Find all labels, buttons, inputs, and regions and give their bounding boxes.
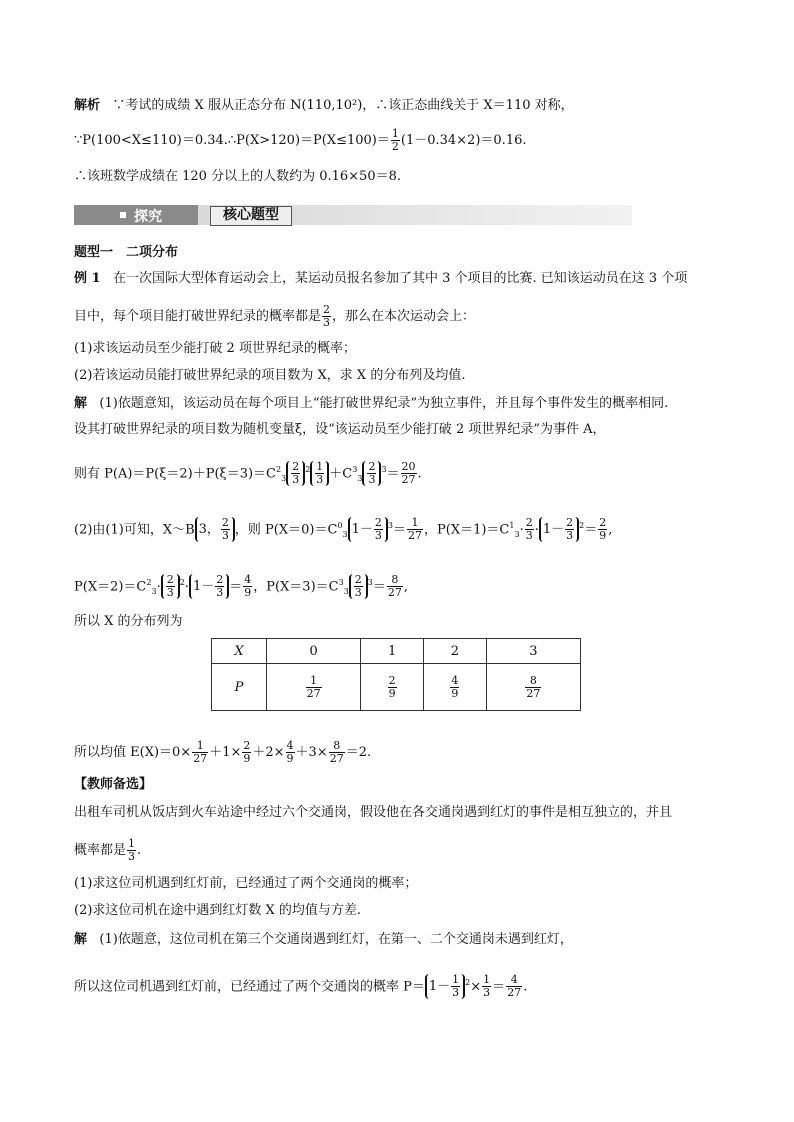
- square-icon: [120, 212, 126, 218]
- mean-text-a: 所以均值 E(X)＝0×: [74, 745, 192, 760]
- teacher-text-2a: 概率都是: [74, 843, 127, 858]
- fraction: $\frac{2}{3}$: [221, 516, 229, 543]
- table-cell: 2: [423, 639, 486, 664]
- table-cell: 3: [486, 639, 580, 664]
- table-cell: P: [212, 664, 267, 711]
- table-cell: [267, 664, 361, 711]
- fraction: $\frac{2}{3}$: [323, 303, 331, 329]
- solution-line-4: (2)由(1)可知，X～B 3， $\frac{2}{3}$ ，则 $P(X=0)=C^0_3$ 1－ $\frac{2}{3}$ $^3$＝ $\frac{1}{27}$ ，$P(X=1)=C^1_3\cdot$ $\frac{2}{3}$ · 1－ $\frac{2}{3}$ $^2$＝ $\frac{2}{9}$ ,: [74, 516, 613, 543]
- teacher-question-2: (2)求这位司机在途中遇到红灯数 X 的均值与方差.: [74, 903, 362, 918]
- mean-text-end: ＝2.: [345, 745, 372, 760]
- analysis-text-1: ∵考试的成绩 X 服从正态分布 N(110,10²)，∴该正态曲线关于 X＝110 对称，: [112, 98, 574, 113]
- fraction: $\frac{8}{27}$: [329, 739, 344, 765]
- table-row: [212, 639, 581, 664]
- solution-text-1: (1)依题意知，该运动员在每个项目上“能打破世界纪录”为独立事件，并且每个事件发生的概率相同.: [99, 396, 669, 411]
- fraction: $\frac{1}{27}$: [408, 516, 422, 543]
- fraction: $\frac{1}{2}$: [391, 127, 399, 153]
- fraction: $\frac{2}{3}$: [374, 516, 382, 543]
- example-label: 例 1: [74, 271, 101, 286]
- section-title: 题型一 二项分布: [74, 245, 179, 260]
- fraction: $\frac{2}{3}$: [566, 516, 574, 543]
- denominator: 27: [306, 686, 321, 700]
- bracket: [362, 461, 381, 486]
- analysis-line-3: ∴该班数学成绩在 120 分以上的人数约为 0.16×50＝8.: [74, 169, 401, 184]
- table-row: [212, 664, 581, 711]
- example-question-1: (1)求该运动员至少能打破 2 项世界纪录的概率；: [74, 341, 356, 356]
- solution-line-3: 则有 $P(A)=P(\xi=2)+P(\xi=3)=C^2_3$ $\frac{2}{3}$ $^2$ $\frac{1}{3}$ $+C^3_3$ $\frac{2}{3}$ $^3$＝ $\frac{20}{27}$ .: [74, 460, 422, 487]
- teacher-solution-text-1: (1)依题意，这位司机在第三个交通岗遇到红灯，在第一、二个交通岗未遇到红灯，: [99, 932, 573, 947]
- bracket: 3， $\frac{2}{3}$: [195, 517, 235, 542]
- bracket: [349, 574, 368, 599]
- fraction: $\frac{2}{3}$: [166, 573, 174, 600]
- fraction: $\frac{2}{3}$: [292, 460, 300, 487]
- denominator: 9: [388, 686, 396, 700]
- numerator: 1: [306, 675, 322, 688]
- teacher-solution-line-1: [74, 930, 573, 950]
- analysis-label: 解析: [74, 98, 101, 113]
- table-cell: 0: [267, 639, 361, 664]
- solution-text-5b: ，P(X＝3)＝C: [253, 579, 339, 595]
- solution-label: 解: [74, 396, 88, 411]
- solution-text-3a: 则有 P(A)＝P(ξ＝2)＋P(ξ＝3)＝C: [74, 466, 277, 482]
- solution-line-2: 设其打破世界纪录的项目数为随机变量ξ，设“该运动员至少能打破 2 项世界纪录”为事件 A，: [74, 422, 606, 437]
- mean-line: 所以均值 E(X)＝0× $\frac{1}{27}$ ＋1× $\frac{2}{9}$ ＋2× $\frac{4}{9}$ ＋3× $\frac{8}{27}$ ＝2.: [74, 739, 372, 765]
- table-cell: [361, 664, 424, 711]
- fraction: $\frac{2}{3}$: [216, 573, 224, 600]
- bracket: 1－ $\frac{1}{3}$: [425, 974, 465, 999]
- example-line-1: [74, 269, 687, 289]
- fraction: $\frac{4}{27}$: [507, 973, 522, 1000]
- teacher-question-1: (1)求这位司机遇到红灯前，已经通过了两个交通岗的概率；: [74, 876, 418, 891]
- example-text-2a: 目中，每个项目能打破世界纪录的概率都是: [74, 309, 322, 324]
- fraction: $\frac{4}{9}$: [286, 739, 294, 765]
- fraction: $\frac{2}{3}$: [368, 460, 376, 487]
- fraction: $\frac{1}{3}$: [128, 837, 136, 863]
- teacher-line-2: [74, 838, 141, 863]
- analysis-line-2: [74, 128, 527, 153]
- banner-left-label: 探究: [134, 209, 162, 225]
- table-cell: [423, 664, 486, 711]
- teacher-text-2b: .: [137, 843, 142, 858]
- table-cell: X: [212, 639, 267, 664]
- solution-line-1: [74, 394, 668, 414]
- denominator: 9: [451, 686, 459, 700]
- teacher-label: 【教师备选】: [74, 777, 153, 792]
- analysis-line-1: [74, 96, 574, 116]
- analysis-text-2b: (1－0.34×2)＝0.16.: [400, 133, 527, 148]
- example-question-2: (2)若该运动员能打破世界纪录的项目数为 X，求 X 的分布列及均值.: [74, 368, 466, 383]
- fraction: $\frac{2}{3}$: [354, 573, 362, 600]
- numerator: 2: [388, 673, 396, 687]
- bracket: [161, 574, 180, 599]
- numerator: 8: [525, 675, 541, 688]
- teacher-line-1: 出租车司机从饭店到火车站途中经过六个交通岗，假设他在各交通岗遇到红灯的事件是相互独立的，并且: [74, 805, 673, 820]
- fraction: $\frac{8}{27}$: [387, 573, 402, 600]
- banner-right-label: 核心题型: [210, 206, 292, 226]
- solution-text-4d: ，P(X＝1)＝C: [424, 522, 510, 538]
- solution-text-4b: ，则 P(X＝0)＝C: [234, 522, 338, 538]
- table-cell: [486, 664, 580, 711]
- bracket: [286, 461, 305, 486]
- section-banner: [74, 205, 632, 225]
- teacher-solution-text-2a: 所以这位司机遇到红灯前，已经通过了两个交通岗的概率 P＝: [74, 979, 425, 995]
- solution-line-6: 所以 X 的分布列为: [74, 614, 183, 629]
- bracket: 1－ $\frac{2}{3}$: [189, 574, 229, 599]
- bracket: 1－ $\frac{2}{3}$: [539, 517, 579, 542]
- example-line-2: [74, 304, 475, 329]
- bracket: [310, 461, 329, 486]
- example-text-1: 在一次国际大型体育运动会上，某运动员报名参加了其中 3 个项目的比赛. 已知该运动员在这 3 个项: [112, 271, 688, 286]
- fraction: $\frac{2}{9}$: [599, 516, 607, 543]
- solution-line-5: $P(X=2)=C^2_3\cdot$ $\frac{2}{3}$ $^2$· 1－ $\frac{2}{3}$ ＝ $\frac{4}{9}$ ，$P(X=3)=C^3_3$ $\frac{2}{3}$ $^3$＝ $\frac{8}{27}$ ,: [74, 573, 409, 600]
- distribution-table: [211, 638, 581, 711]
- fraction: $\frac{1}{3}$: [483, 973, 491, 1000]
- solution-text-4a: (2)由(1)可知，X～B: [74, 522, 195, 538]
- denominator: 27: [526, 686, 541, 700]
- table-cell: 1: [361, 639, 424, 664]
- fraction: $\frac{1}{3}$: [452, 973, 460, 1000]
- fraction: $\frac{1}{27}$: [193, 739, 208, 765]
- fraction: $\frac{2}{9}$: [243, 739, 251, 765]
- fraction: $\frac{2}{3}$: [525, 516, 533, 543]
- fraction: $\frac{20}{27}$: [401, 460, 416, 487]
- fraction: $\frac{4}{9}$: [244, 573, 252, 600]
- example-text-2b: ，那么在本次运动会上：: [332, 309, 476, 324]
- solution-text-5a: P(X＝2)＝C: [74, 579, 147, 595]
- fraction: $\frac{1}{3}$: [316, 460, 324, 487]
- bracket: 1－ $\frac{2}{3}$: [348, 517, 388, 542]
- teacher-solution-label: 解: [74, 932, 88, 947]
- solution-text-4c: ＝: [392, 522, 406, 538]
- analysis-text-2a: ∵P(100<X≤110)＝0.34.∴P(X>120)＝P(X≤100)＝: [74, 133, 390, 148]
- numerator: 4: [451, 673, 459, 687]
- teacher-solution-line-2: 所以这位司机遇到红灯前，已经通过了两个交通岗的概率 P＝ 1－ $\frac{1}{3}$ $^2$× $\frac{1}{3}$ ＝ $\frac{4}{27}$ .: [74, 973, 528, 1000]
